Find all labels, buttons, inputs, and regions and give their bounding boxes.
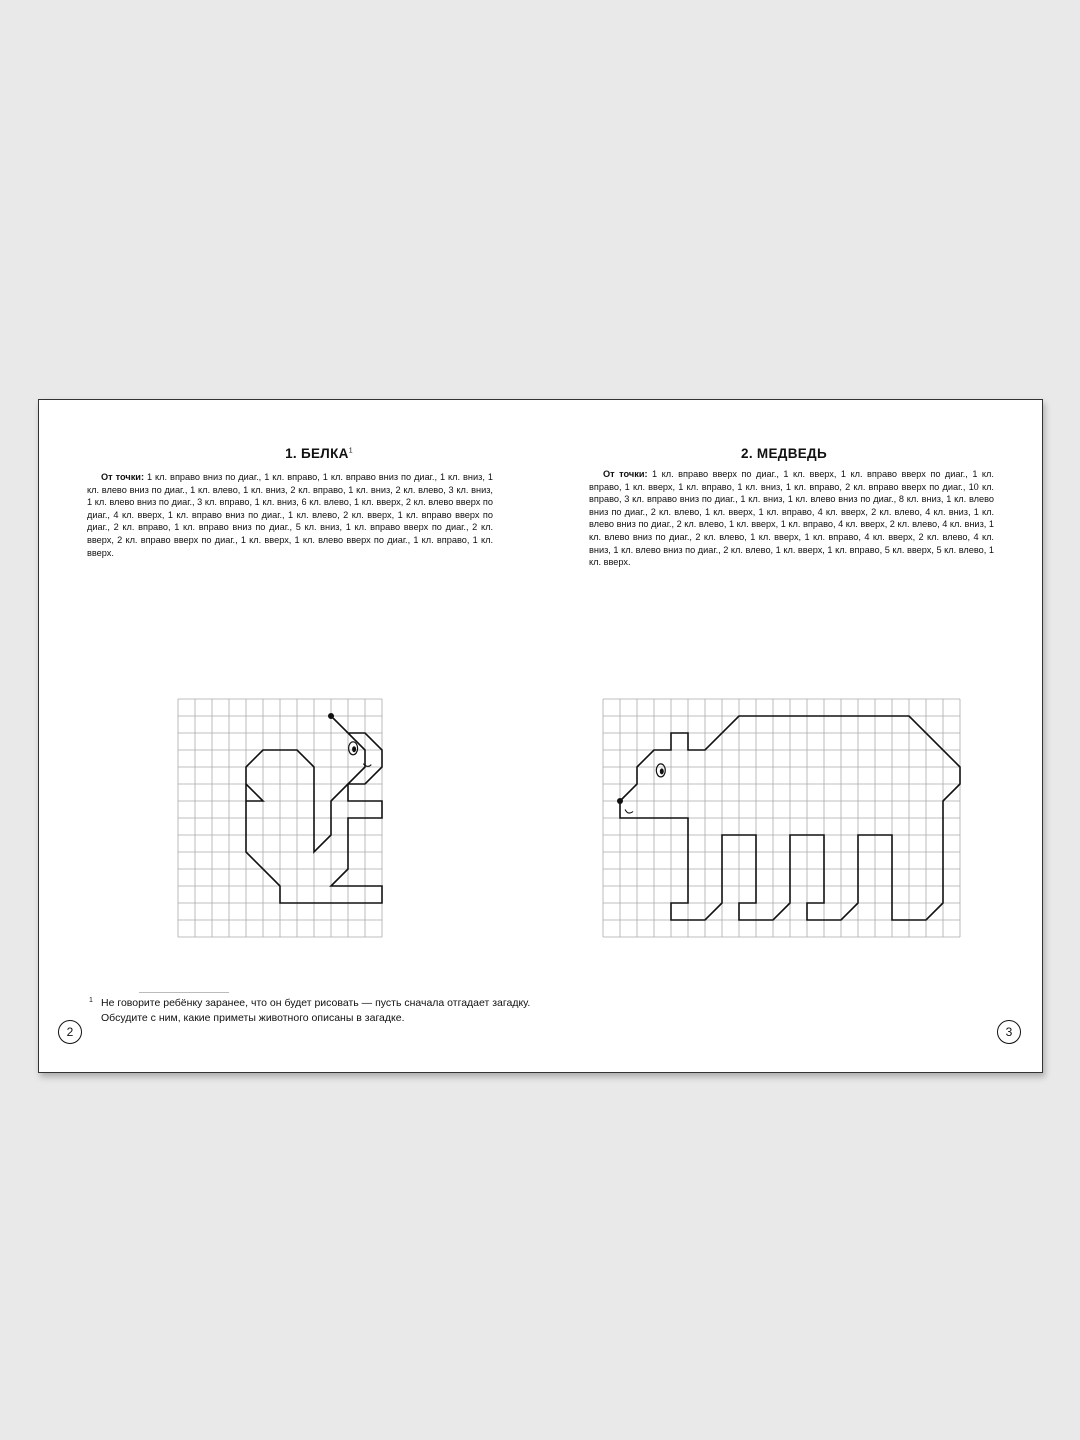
bear-instructions	[589, 468, 994, 569]
book-spread	[38, 399, 1043, 1073]
squirrel-title-text: 1. БЕЛКА	[285, 446, 349, 461]
footnote-mark: 1	[89, 997, 93, 1004]
bear-pupil	[660, 768, 664, 774]
squirrel-pupil	[352, 746, 356, 752]
footnote-rule	[139, 992, 229, 993]
footnote-text: Не говорите ребёнку заранее, что он будет рисовать — пусть сначала отгадает загадку. Обсудите с ним, какие приметы животного описаны в загадке.	[101, 997, 531, 1024]
squirrel-grid	[176, 697, 392, 921]
start-dot	[617, 798, 623, 804]
instructions-lead: От точки:	[603, 469, 648, 479]
squirrel-instructions	[87, 471, 493, 559]
instructions-text: 1 кл. вправо вниз по диаг., 1 кл. вправо, 1 кл. вправо вниз по диаг., 1 кл. вниз, 1 кл. влево вниз по диаг., 1 кл. влево, 1 кл. вниз, 2 кл. вправо, 1 кл. вниз, 2 кл. влево, 3 кл. вниз, 1 кл. влево вниз по диаг., 3 кл. вправо, 1 кл. вниз, 6 кл. влево, 1 кл. вверх, 2 кл. влево вверх по диаг., 4 кл. вверх, 1 кл. вправо вниз по диаг., 1 кл. влево, 2 кл. вверх, 1 кл. вправо вверх по диаг., 2 кл. вправо, 1 кл. вправо вниз по диаг., 5 кл. вниз, 1 кл. вправо вверх по диаг., 2 кл. вверх, 2 кл. вправо вверх по диаг., 1 кл. вверх, 1 кл. влево вверх по диаг., 1 кл. вправо, 1 кл. вверх.	[87, 472, 493, 558]
footnote-ref: 1	[348, 447, 353, 455]
footnote	[89, 996, 549, 1025]
bear-grid	[601, 697, 983, 941]
bear-mouth	[625, 810, 633, 814]
start-dot	[328, 713, 334, 719]
page-number-left: 2	[58, 1020, 82, 1044]
page-number-right: 3	[997, 1020, 1021, 1044]
instructions-text: 1 кл. вправо вверх по диаг., 1 кл. вверх, 1 кл. вправо вверх по диаг., 1 кл. вправо, 1 кл. вверх, 1 кл. вправо, 1 кл. вниз, 1 кл. вправо, 2 кл. вправо вверх по диаг., 10 кл. вправо, 3 кл. вправо вниз по диаг., 1 кл. вниз, 1 кл. влево вниз по диаг., 8 кл. вниз, 1 кл. влево вниз по диаг., 2 кл. влево, 1 кл. вверх, 1 кл. вправо, 4 кл. вверх, 2 кл. влево, 4 кл. вниз, 1 кл. влево вниз по диаг., 2 кл. влево, 1 кл. вверх, 1 кл. вправо, 4 кл. вверх, 2 кл. влево, 4 кл. вниз, 1 кл. влево вниз по диаг., 2 кл. влево, 1 кл. вверх, 1 кл. вправо, 4 кл. вверх, 2 кл. влево, 4 кл. вниз, 1 кл. влево вниз по диаг., 2 кл. влево, 1 кл. вверх, 1 кл. вправо, 5 кл. вверх, 5 кл. влево, 1 кл. вверх.	[589, 469, 994, 568]
bear-title	[559, 446, 1009, 461]
squirrel-title	[89, 446, 549, 461]
bear-title-text: 2. МЕДВЕДЬ	[741, 446, 827, 461]
instructions-lead: От точки:	[101, 472, 145, 482]
